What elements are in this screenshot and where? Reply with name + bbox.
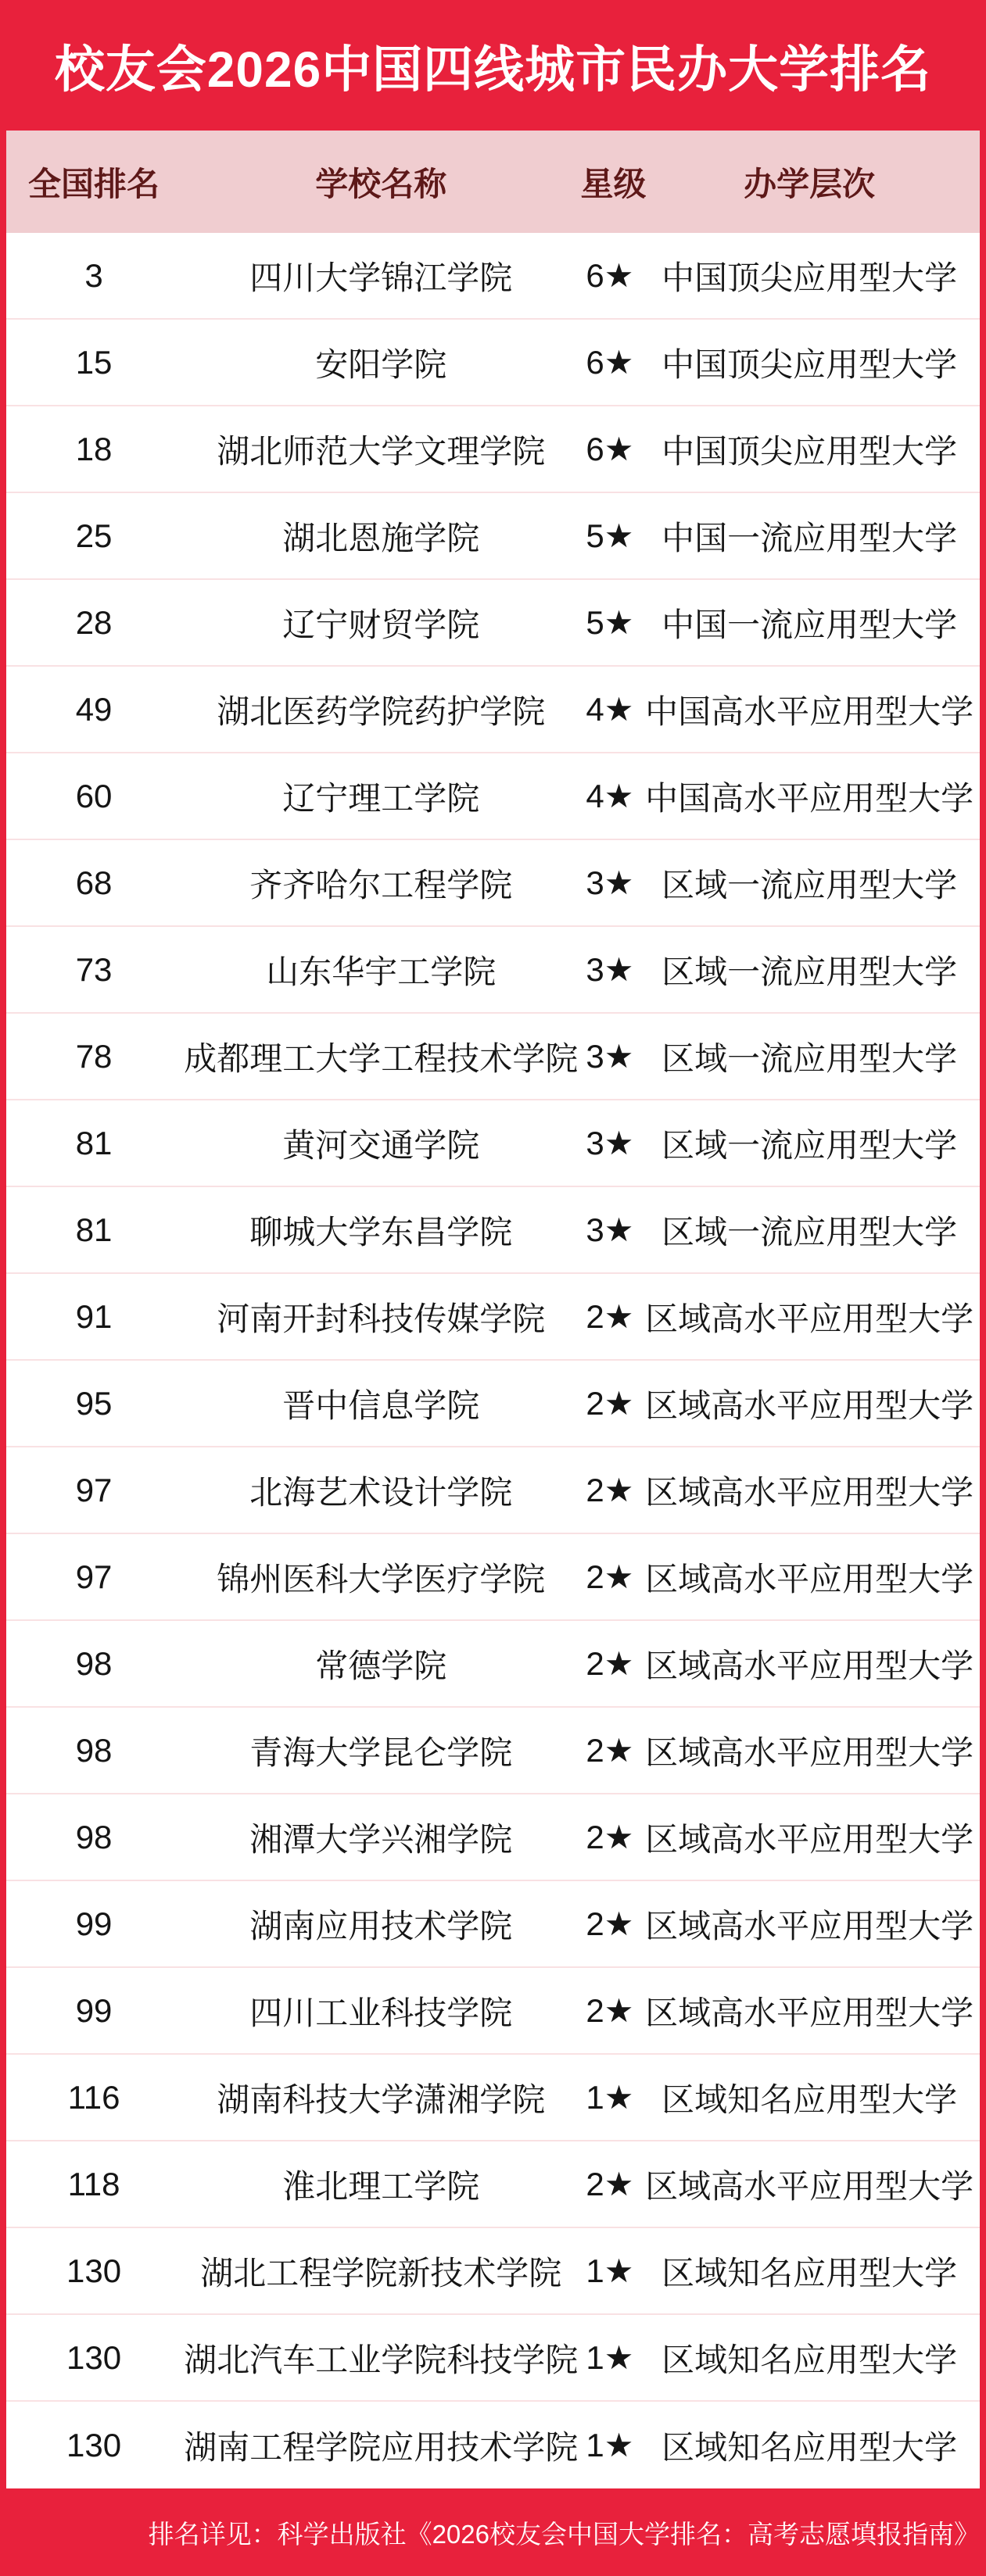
- national-rank-cell: 91: [75, 1297, 113, 1335]
- star-rating-cell: 1★: [586, 2079, 634, 2116]
- column-header-star-rating: 星级: [580, 165, 647, 202]
- national-rank-cell: 130: [66, 2338, 122, 2376]
- national-rank-cell: 28: [75, 603, 113, 641]
- national-rank-cell: 3: [84, 256, 103, 294]
- national-rank-cell: 81: [75, 1211, 113, 1248]
- national-rank-cell: 116: [67, 2078, 120, 2116]
- star-rating-cell: 3★: [586, 1038, 634, 1075]
- national-rank-cell: 18: [75, 430, 113, 467]
- table-row: [6, 840, 980, 927]
- star-rating-cell: 2★: [586, 1472, 634, 1508]
- star-rating-cell: 6★: [586, 257, 634, 294]
- education-level-cell: 区域高水平应用型大学: [645, 1386, 974, 1424]
- star-rating-cell: 2★: [586, 1819, 634, 1855]
- star-rating-cell: 2★: [586, 1732, 634, 1769]
- national-rank-cell: 15: [75, 343, 113, 381]
- education-level-cell: 区域高水平应用型大学: [645, 1300, 974, 1337]
- star-rating-cell: 1★: [586, 2252, 634, 2289]
- education-level-cell: 区域一流应用型大学: [662, 1126, 958, 1164]
- table-row: [6, 580, 980, 667]
- footer-band: [0, 2488, 986, 2576]
- table-row: [6, 2228, 980, 2315]
- star-rating-cell: 5★: [586, 604, 634, 641]
- education-level-cell: 区域高水平应用型大学: [645, 1733, 974, 1771]
- national-rank-cell: 68: [75, 864, 113, 901]
- school-name-cell: 湘潭大学兴湘学院: [249, 1820, 513, 1858]
- star-rating-cell: 6★: [586, 431, 634, 467]
- table-row: [6, 1014, 980, 1100]
- table-row: [6, 2315, 980, 2402]
- national-rank-cell: 97: [75, 1471, 113, 1508]
- table-row: [6, 753, 980, 840]
- school-name-cell: 锦州医科大学医疗学院: [217, 1560, 546, 1597]
- national-rank-cell: 95: [75, 1384, 113, 1422]
- education-level-cell: 区域高水平应用型大学: [645, 1473, 974, 1511]
- school-name-cell: 湖北医药学院药护学院: [217, 692, 546, 730]
- education-level-cell: 区域一流应用型大学: [662, 953, 958, 990]
- star-rating-cell: 2★: [586, 1905, 634, 1942]
- school-name-cell: 湖南应用技术学院: [249, 1907, 513, 1945]
- table-row: [6, 1534, 980, 1621]
- star-rating-cell: 1★: [586, 2427, 634, 2463]
- education-level-cell: 中国高水平应用型大学: [645, 692, 974, 730]
- table-row: [6, 1881, 980, 1968]
- school-name-cell: 辽宁理工学院: [282, 779, 480, 817]
- column-header-education-level: 办学层次: [744, 165, 876, 202]
- table-row: [6, 493, 980, 580]
- national-rank-cell: 25: [75, 517, 113, 554]
- table-row: [6, 233, 980, 320]
- star-rating-cell: 6★: [586, 344, 634, 381]
- education-level-cell: 区域知名应用型大学: [662, 2080, 958, 2118]
- table-row: [6, 1447, 980, 1534]
- table-row: [6, 927, 980, 1014]
- national-rank-cell: 99: [75, 1991, 113, 2029]
- star-rating-cell: 3★: [586, 864, 634, 901]
- school-name-cell: 四川工业科技学院: [249, 1994, 513, 2031]
- school-name-cell: 湖北恩施学院: [282, 519, 480, 556]
- star-rating-cell: 5★: [586, 517, 634, 554]
- school-name-cell: 晋中信息学院: [282, 1386, 480, 1424]
- star-rating-cell: 2★: [586, 1992, 634, 2029]
- national-rank-cell: 97: [75, 1558, 113, 1595]
- table-row: [6, 1708, 980, 1794]
- page-title: 校友会2026中国四线城市民办大学排名: [54, 41, 932, 98]
- education-level-cell: 中国高水平应用型大学: [645, 779, 974, 817]
- column-header-national-rank: 全国排名: [28, 165, 160, 202]
- star-rating-cell: 4★: [586, 778, 634, 814]
- national-rank-cell: 81: [75, 1124, 113, 1161]
- table-row: [6, 1794, 980, 1881]
- table-row: [6, 2402, 980, 2488]
- school-name-cell: 山东华宇工学院: [266, 953, 497, 990]
- column-header-school-name: 学校名称: [315, 165, 447, 202]
- school-name-cell: 常德学院: [315, 1647, 447, 1684]
- education-level-cell: 区域高水平应用型大学: [645, 1560, 974, 1597]
- school-name-cell: 北海艺术设计学院: [249, 1473, 513, 1511]
- footer-note: 排名详见：科学出版社《2026校友会中国大学排名：高考志愿填报指南》: [148, 2519, 980, 2549]
- education-level-cell: 区域知名应用型大学: [662, 2254, 958, 2292]
- table-row: [6, 406, 980, 493]
- table-row: [6, 1968, 980, 2055]
- education-level-cell: 区域一流应用型大学: [662, 1039, 958, 1077]
- table-row: [6, 667, 980, 753]
- school-name-cell: 安阳学院: [315, 345, 447, 383]
- school-name-cell: 河南开封科技传媒学院: [217, 1300, 546, 1337]
- star-rating-cell: 3★: [586, 1125, 634, 1161]
- table-body: [6, 233, 980, 2488]
- national-rank-cell: 130: [66, 2252, 122, 2289]
- table-row: [6, 1621, 980, 1708]
- star-rating-cell: 3★: [586, 951, 634, 988]
- school-name-cell: 湖北工程学院新技术学院: [200, 2254, 562, 2292]
- table-row: [6, 1361, 980, 1447]
- education-level-cell: 中国顶尖应用型大学: [662, 259, 958, 296]
- table-row: [6, 1100, 980, 1187]
- star-rating-cell: 2★: [586, 1558, 634, 1595]
- school-name-cell: 成都理工大学工程技术学院: [184, 1039, 579, 1077]
- school-name-cell: 湖北师范大学文理学院: [217, 432, 546, 470]
- star-rating-cell: 1★: [586, 2339, 634, 2376]
- education-level-cell: 区域高水平应用型大学: [645, 2167, 974, 2205]
- school-name-cell: 齐齐哈尔工程学院: [249, 866, 513, 903]
- table-row: [6, 320, 980, 406]
- education-level-cell: 区域高水平应用型大学: [645, 1820, 974, 1858]
- education-level-cell: 区域知名应用型大学: [662, 2341, 958, 2378]
- education-level-cell: 中国一流应用型大学: [662, 606, 958, 643]
- education-level-cell: 区域一流应用型大学: [662, 866, 958, 903]
- education-level-cell: 中国一流应用型大学: [662, 519, 958, 556]
- education-level-cell: 区域知名应用型大学: [662, 2428, 958, 2466]
- school-name-cell: 四川大学锦江学院: [249, 259, 513, 296]
- national-rank-cell: 78: [75, 1037, 113, 1075]
- star-rating-cell: 2★: [586, 1645, 634, 1682]
- education-level-cell: 中国顶尖应用型大学: [662, 345, 958, 383]
- school-name-cell: 黄河交通学院: [282, 1126, 480, 1164]
- school-name-cell: 湖北汽车工业学院科技学院: [184, 2341, 579, 2378]
- table-row: [6, 1274, 980, 1361]
- star-rating-cell: 2★: [586, 1385, 634, 1422]
- school-name-cell: 湖南科技大学潇湘学院: [217, 2080, 546, 2118]
- national-rank-cell: 98: [75, 1644, 113, 1682]
- table-row: [6, 1187, 980, 1274]
- school-name-cell: 辽宁财贸学院: [282, 606, 480, 643]
- education-level-cell: 中国顶尖应用型大学: [662, 432, 958, 470]
- education-level-cell: 区域一流应用型大学: [662, 1213, 958, 1250]
- star-rating-cell: 4★: [586, 691, 634, 728]
- education-level-cell: 区域高水平应用型大学: [645, 1647, 974, 1684]
- national-rank-cell: 118: [67, 2165, 120, 2202]
- education-level-cell: 区域高水平应用型大学: [645, 1994, 974, 2031]
- national-rank-cell: 98: [75, 1818, 113, 1855]
- national-rank-cell: 98: [75, 1731, 113, 1769]
- star-rating-cell: 2★: [586, 1298, 634, 1335]
- school-name-cell: 聊城大学东昌学院: [249, 1213, 513, 1250]
- table-row: [6, 2055, 980, 2141]
- school-name-cell: 青海大学昆仑学院: [249, 1733, 513, 1771]
- ranking-table: [6, 131, 980, 2488]
- national-rank-cell: 99: [75, 1905, 113, 1942]
- school-name-cell: 淮北理工学院: [282, 2167, 480, 2205]
- education-level-cell: 区域高水平应用型大学: [645, 1907, 974, 1945]
- table-header-row: [6, 131, 980, 233]
- national-rank-cell: 130: [66, 2426, 122, 2463]
- national-rank-cell: 60: [75, 777, 113, 814]
- star-rating-cell: 2★: [586, 2166, 634, 2202]
- star-rating-cell: 3★: [586, 1211, 634, 1248]
- title-band: [0, 0, 986, 131]
- national-rank-cell: 73: [75, 950, 113, 988]
- school-name-cell: 湖南工程学院应用技术学院: [184, 2428, 579, 2466]
- table-row: [6, 2141, 980, 2228]
- national-rank-cell: 49: [75, 690, 113, 728]
